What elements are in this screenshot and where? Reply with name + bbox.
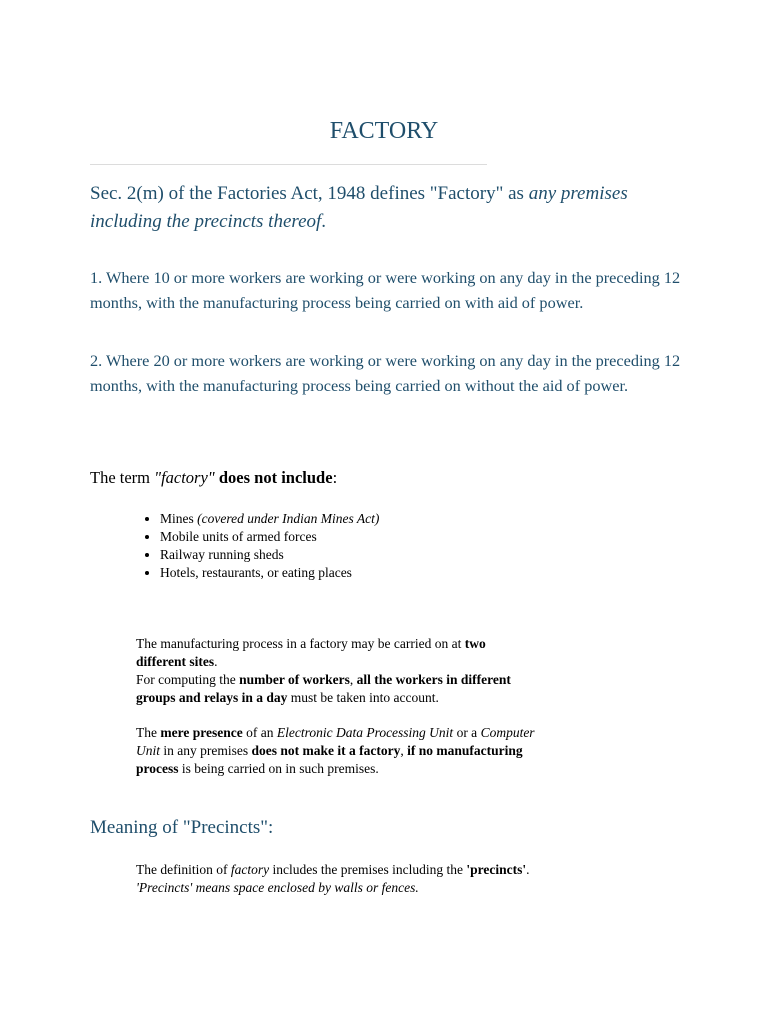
exclusion-mobile-units: Mobile units of armed forces	[160, 529, 317, 544]
precincts-text-2: includes the premises including the	[269, 862, 467, 877]
note-sites-text-2: .	[214, 654, 218, 669]
exclusion-mines-note: (covered under Indian Mines Act)	[197, 511, 380, 526]
title-divider	[90, 164, 487, 165]
exclusions-heading-term: "factory"	[154, 468, 215, 487]
exclusions-heading-end: :	[332, 468, 338, 487]
precincts-definition	[136, 861, 696, 897]
precincts-heading: Meaning of "Precincts":	[90, 817, 274, 838]
exclusions-list	[138, 510, 379, 582]
precincts-bold-1: 'precincts'	[466, 862, 527, 877]
list-item	[160, 546, 379, 564]
note-edp-bold-2: does not make it a factory	[251, 743, 401, 758]
note-edp-text-1: The	[136, 725, 161, 740]
factory-definition	[90, 180, 690, 236]
precincts-italic-1: factory	[230, 862, 270, 877]
note-edp-italic-1: Electronic Data Processing Unit	[276, 725, 454, 740]
precincts-italic-2: 'Precincts' means space enclosed by walls or fences.	[136, 880, 419, 895]
note-two-sites	[136, 635, 536, 707]
condition-power: 1. Where 10 or more workers are working or were working on any day in the preceding 12 months, with the manufacturing process being carried on with aid of power.	[90, 268, 681, 312]
condition-no-power: 2. Where 20 or more workers are working or were working on any day in the preceding 12 months, with the manufacturing process being carried on without the aid of power.	[90, 351, 681, 395]
exclusion-railway-sheds: Railway running sheds	[160, 547, 284, 562]
list-item	[160, 510, 379, 528]
exclusion-mines: Mines	[160, 511, 198, 526]
note-sites-text-1: The manufacturing process in a factory may be carried on at	[136, 636, 465, 651]
note-edp-bold-3: if no manufacturing process	[136, 743, 523, 776]
definition-lead: Sec. 2(m) of the Factories Act, 1948 defines "Factory" as	[90, 183, 529, 204]
exclusions-heading	[90, 466, 690, 490]
note-edp-text-2: of an	[242, 725, 277, 740]
note-edp-text-4: in any premises	[160, 743, 252, 758]
definition-end: .	[321, 211, 327, 232]
note-edp-text-3: or a	[453, 725, 481, 740]
precincts-text-1: The definition of	[136, 862, 231, 877]
precincts-text-3: .	[526, 862, 530, 877]
note-edp-bold-1: mere presence	[160, 725, 243, 740]
note-edp-unit	[136, 724, 536, 778]
exclusions-heading-lead: The term	[90, 468, 155, 487]
list-item	[160, 528, 379, 546]
note-sites-bold-3: all the workers in different groups and relays in a day	[136, 672, 511, 705]
note-sites-text-5: must be taken into account.	[287, 690, 439, 705]
note-edp-italic-2: Computer Unit	[136, 725, 535, 758]
note-edp-text-6: is being carried on in such premises.	[178, 761, 379, 776]
definition-emphasis: any premises including the precincts thereof	[90, 183, 628, 232]
note-sites-bold-1: two different sites	[136, 636, 486, 669]
page-title: FACTORY	[329, 118, 439, 144]
note-sites-text-3: For computing the	[136, 672, 240, 687]
note-sites-bold-2: number of workers	[239, 672, 350, 687]
exclusion-hotels: Hotels, restaurants, or eating places	[160, 565, 352, 580]
note-sites-text-4: ,	[349, 672, 357, 687]
list-item	[160, 564, 379, 582]
note-edp-text-5: ,	[400, 743, 408, 758]
exclusions-heading-bold: does not include	[214, 468, 333, 487]
